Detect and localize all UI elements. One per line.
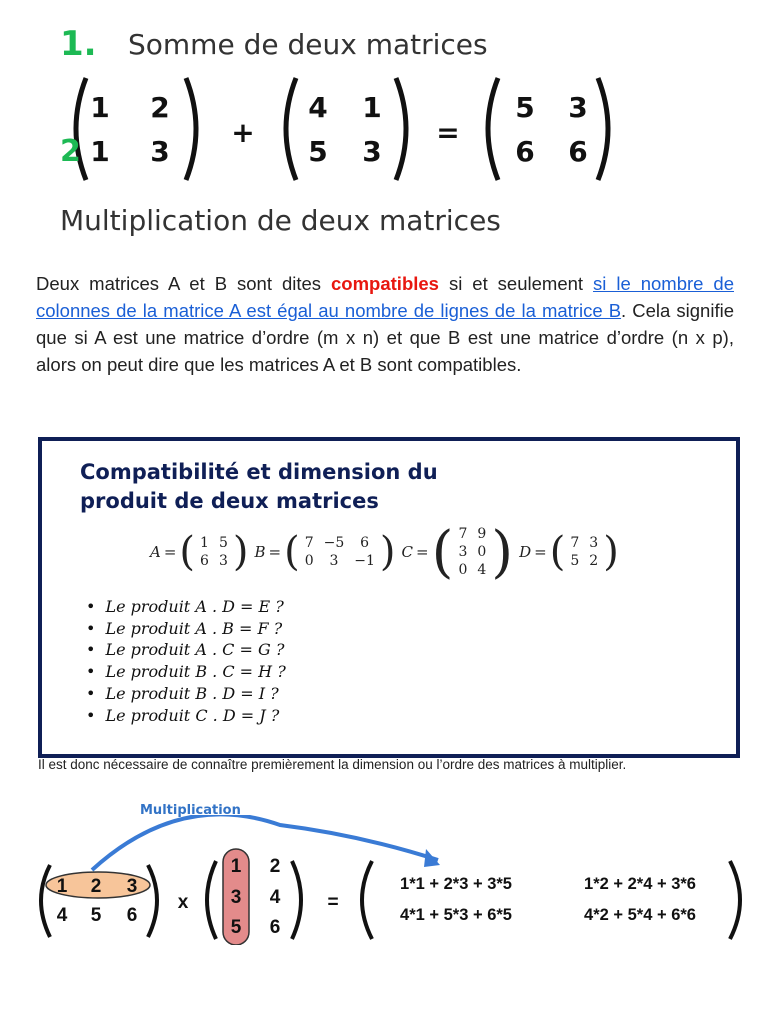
mult-equals: = — [327, 892, 339, 913]
sum-b-22: 3 — [362, 135, 382, 168]
matrix-c-cell: 4 — [477, 562, 487, 578]
multiplication-label: Multiplication — [140, 803, 241, 818]
mult-times: x — [177, 892, 189, 913]
mult-b-21: 3 — [230, 887, 242, 908]
sum-b-11: 4 — [308, 91, 328, 124]
product-question: • Le produit A . D = E ? — [86, 596, 286, 618]
sum-plus: + — [231, 116, 255, 149]
compatibility-paragraph — [36, 270, 734, 378]
figure-matrices-row — [150, 520, 619, 584]
product-question-list — [86, 596, 286, 726]
result-22: 4*2 + 5*4 + 6*6 — [584, 906, 696, 924]
mult-b-31: 5 — [230, 917, 242, 938]
matrix-c-eq: = — [416, 543, 429, 561]
multiplication-arrow — [92, 815, 438, 870]
mult-b-12: 2 — [269, 856, 281, 877]
matrix-d-open-paren: ( — [549, 529, 566, 575]
matrix-b-cell: −1 — [354, 553, 375, 569]
matrix-a-eq: = — [163, 543, 177, 561]
dimension-note: Il est donc nécessaire de connaître premièrement la dimension ou l’ordre des matrices à multiplier. — [38, 757, 627, 772]
product-question: • Le produit C . D = J ? — [86, 705, 286, 727]
matrix-b-cell: 3 — [329, 553, 339, 569]
matrix-c-cell: 0 — [458, 562, 468, 578]
matrix-a-close-paren: ) — [232, 529, 249, 575]
matrix-b-cell: 7 — [304, 535, 314, 551]
mult-a-13: 3 — [126, 876, 138, 897]
matrix-c-name: C — [401, 543, 413, 561]
matrix-d-name: D — [519, 543, 532, 561]
matrix-c-cell: 3 — [458, 544, 468, 560]
matrix-b-eq: = — [268, 543, 282, 561]
result-21: 4*1 + 5*3 + 6*5 — [400, 906, 512, 924]
matrix-b-cell: 0 — [304, 553, 314, 569]
figure-title — [80, 458, 580, 516]
mult-a-23: 6 — [126, 905, 138, 926]
paragraph-text-1: Deux matrices A et B sont dites — [36, 273, 332, 294]
matrix-b — [300, 534, 380, 570]
sum-b-12: 1 — [362, 91, 382, 124]
matrix-d-cell: 5 — [570, 553, 580, 569]
sum-c-21: 6 — [515, 135, 535, 168]
section-1-number: 1. — [60, 24, 97, 64]
product-question: • Le produit A . C = G ? — [86, 639, 286, 661]
product-question: • Le produit A . B = F ? — [86, 618, 286, 640]
mult-a-22: 5 — [90, 905, 102, 926]
matrix-d-cell: 7 — [570, 535, 580, 551]
result-12: 1*2 + 2*4 + 3*6 — [584, 875, 696, 893]
matrix-d-cell: 2 — [589, 553, 599, 569]
matrix-b-close-paren: ) — [379, 529, 396, 575]
figure-title-line-2: produit de deux matrices — [80, 489, 379, 513]
mult-b-22: 4 — [269, 887, 281, 908]
mult-b-32: 6 — [269, 917, 281, 938]
product-question: • Le produit B . C = H ? — [86, 661, 286, 683]
section-2-number: 2 — [60, 134, 81, 169]
paragraph-text-2: si et seulement — [438, 273, 594, 294]
section-2-title: Multiplication de deux matrices — [60, 204, 501, 237]
matrix-a-cell: 6 — [200, 553, 209, 569]
sum-equals: = — [436, 116, 460, 149]
matrix-a-cell: 1 — [200, 535, 209, 551]
paragraph-text-3: . Cela signifie que si A est une matrice d’ordre (m x n) et que B est une matrice d’ordre (n x p), alors on peut dire que les matrices A et B sont compatibles. — [36, 300, 734, 375]
sum-c-11: 5 — [515, 91, 535, 124]
matrix-a-cell: 3 — [218, 553, 228, 569]
matrix-b-cell: −5 — [323, 535, 345, 551]
matrix-c-open-paren: ( — [431, 519, 454, 585]
matrix-c-close-paren: ) — [491, 519, 514, 585]
result-11: 1*1 + 2*3 + 3*5 — [400, 875, 512, 893]
matrix-d-cell: 3 — [589, 535, 599, 551]
matrix-c — [453, 525, 491, 579]
sum-a-12: 2 — [150, 91, 170, 124]
section-1-title: Somme de deux matrices — [128, 28, 488, 61]
matrix-a-cell: 5 — [218, 535, 228, 551]
sum-example-image — [60, 74, 620, 184]
mult-a-21: 4 — [56, 905, 68, 926]
compatibles-highlight: compatibles — [331, 273, 439, 294]
matrix-c-cell: 7 — [458, 526, 468, 542]
mult-a-11: 1 — [56, 876, 68, 897]
sum-b-21: 5 — [308, 135, 328, 168]
matrix-d-eq: = — [534, 543, 547, 561]
sum-a-22: 3 — [150, 135, 170, 168]
sum-a-11: 1 — [90, 91, 110, 124]
matrix-a — [195, 534, 233, 570]
product-question: • Le produit B . D = I ? — [86, 683, 286, 705]
matrix-b-open-paren: ( — [284, 529, 300, 575]
sum-c-22: 6 — [568, 135, 588, 168]
matrix-d — [565, 534, 603, 570]
matrix-b-name: B — [254, 543, 266, 561]
sum-c-12: 3 — [568, 91, 588, 124]
matrix-a-name: A — [150, 543, 161, 561]
matrix-c-cell: 9 — [477, 526, 487, 542]
definition-link[interactable]: si le nombre de colonnes de la matrice A est égal au nombre de lignes de la matrice B — [36, 273, 734, 321]
matrix-b-cell: 6 — [360, 535, 370, 551]
mult-a-12: 2 — [90, 876, 102, 897]
matrix-a-open-paren: ( — [179, 529, 196, 575]
matrix-c-cell: 0 — [477, 544, 487, 560]
sum-a-21: 1 — [90, 135, 110, 168]
figure-title-line-1: Compatibilité et dimension du — [80, 460, 438, 484]
matrix-d-close-paren: ) — [603, 529, 619, 575]
mult-b-11: 1 — [230, 856, 242, 877]
multiplication-example-image — [30, 815, 750, 945]
